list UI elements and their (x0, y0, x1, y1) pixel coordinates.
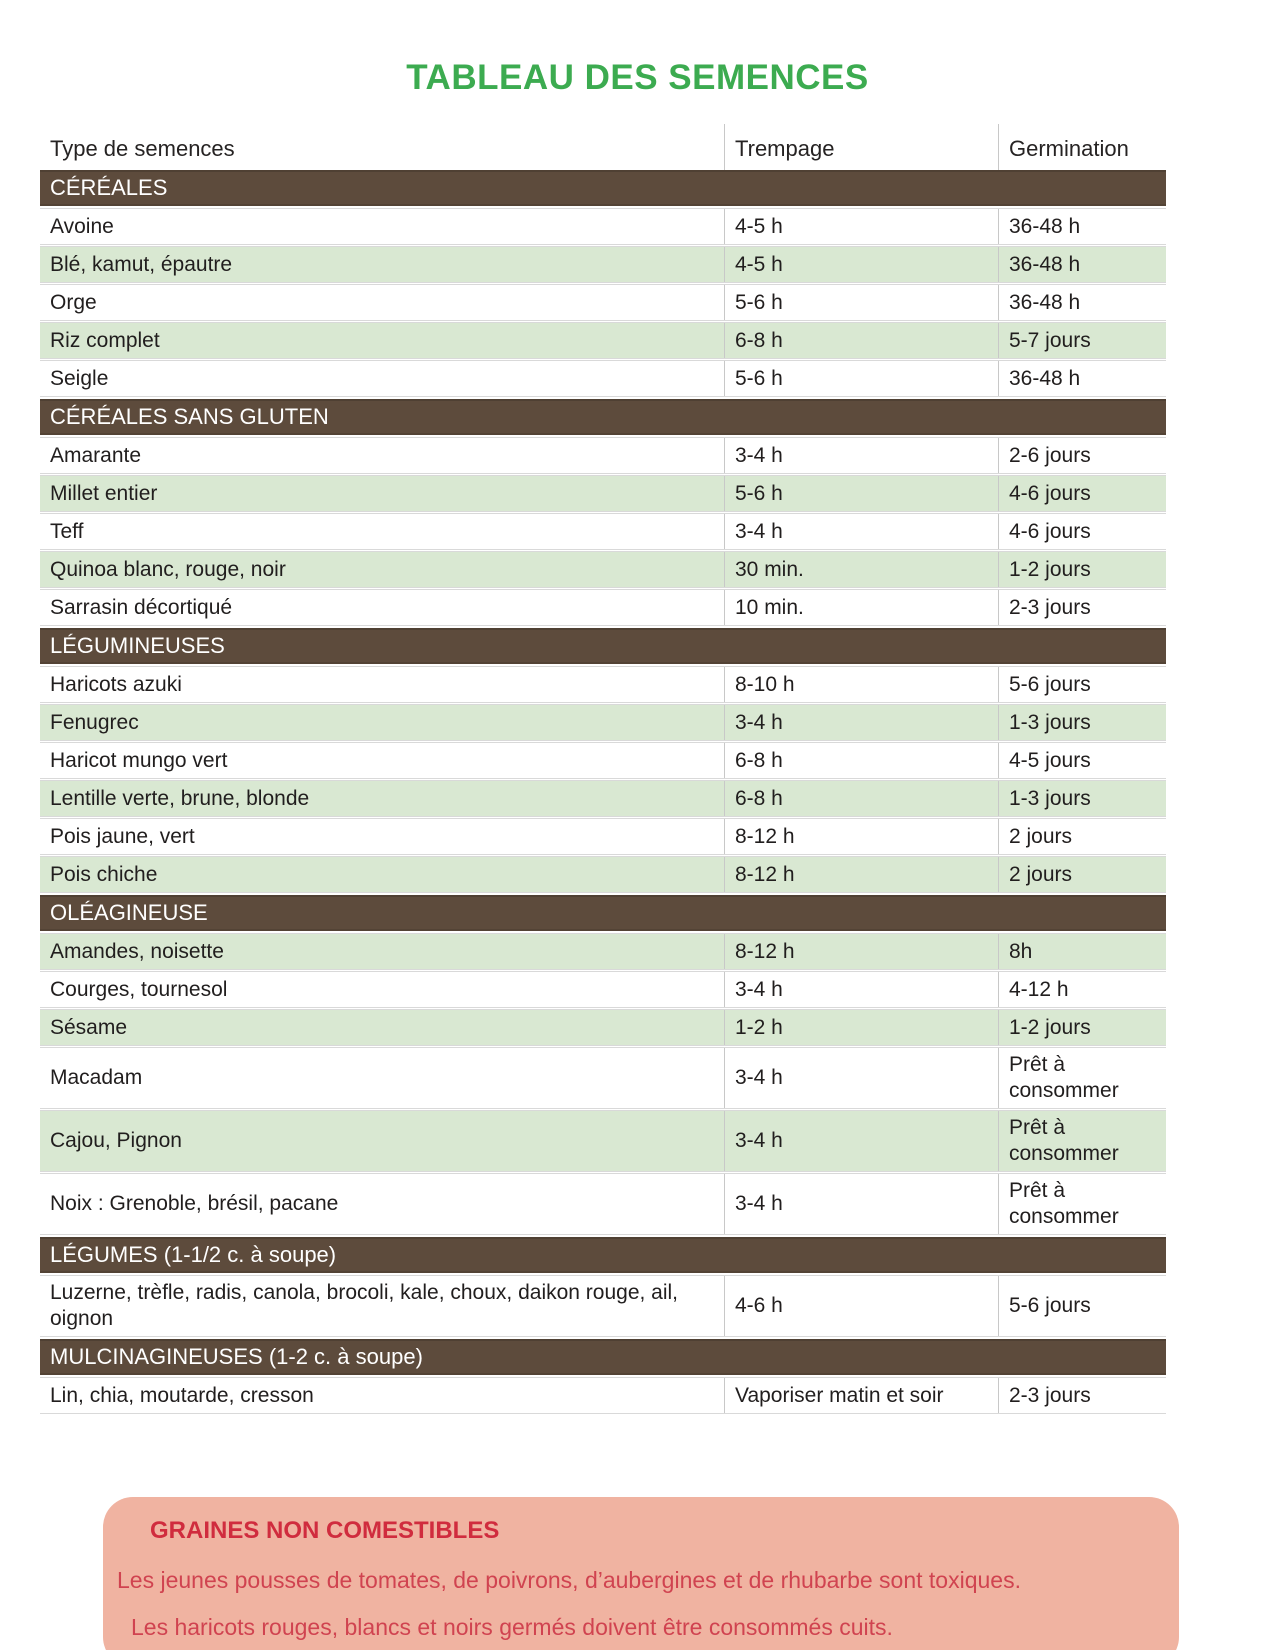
trempage-cell: 6-8 h (724, 323, 998, 358)
section-header: CÉRÉALES SANS GLUTEN (40, 399, 1166, 435)
germination-cell: 36-48 h (998, 247, 1166, 282)
table-row (40, 361, 1166, 396)
trempage-cell: 8-12 h (724, 819, 998, 854)
germination-cell: 4-6 jours (998, 514, 1166, 549)
table-row (40, 743, 1166, 778)
seed-type-cell: Noix : Grenoble, brésil, pacane (50, 1192, 339, 1215)
trempage-cell: 5-6 h (724, 476, 998, 511)
germination-cell: 2 jours (998, 819, 1166, 854)
seed-type-cell: Pois chiche (50, 862, 158, 886)
seed-table (40, 124, 1166, 1413)
trempage-cell: Vaporiser matin et soir (724, 1378, 998, 1413)
trempage-cell: 10 min. (724, 590, 998, 625)
trempage-cell: 4-6 h (724, 1276, 998, 1336)
table-row (40, 209, 1166, 244)
seed-type-cell: Courges, tournesol (50, 977, 228, 1001)
table-row (40, 781, 1166, 816)
trempage-cell: 4-5 h (724, 247, 998, 282)
seed-type-cell: Lin, chia, moutarde, cresson (50, 1383, 314, 1407)
section-header: MULCINAGINEUSES (1-2 c. à soupe) (40, 1339, 1166, 1375)
page-title: TABLEAU DES SEMENCES (406, 58, 869, 97)
germination-cell: 36-48 h (998, 361, 1166, 396)
trempage-cell: 1-2 h (724, 1010, 998, 1045)
table-row (40, 590, 1166, 625)
seed-type-cell: Cajou, Pignon (50, 1129, 182, 1152)
germination-cell: 8h (998, 934, 1166, 969)
trempage-cell: 3-4 h (724, 1174, 998, 1234)
seed-type-cell: Lentille verte, brune, blonde (50, 786, 310, 810)
seed-type-cell: Blé, kamut, épautre (50, 252, 233, 276)
germination-cell: 2-3 jours (998, 1378, 1166, 1413)
trempage-cell: 3-4 h (724, 514, 998, 549)
germination-cell: 2-6 jours (998, 438, 1166, 473)
germination-cell: 1-3 jours (998, 705, 1166, 740)
germination-cell: 5-7 jours (998, 323, 1166, 358)
table-row (40, 552, 1166, 587)
table-row (40, 323, 1166, 358)
seed-type-cell: Avoine (50, 214, 114, 238)
seed-type-cell: Sésame (50, 1015, 128, 1039)
germination-cell: Prêt à consommer (998, 1174, 1166, 1234)
germination-cell: 36-48 h (998, 285, 1166, 320)
seed-type-cell: Luzerne, trèfle, radis, canola, brocoli, kale, choux, daikon rouge, ail, oignon (50, 1281, 679, 1330)
seed-type-cell: Pois jaune, vert (50, 824, 195, 848)
table-row (40, 514, 1166, 549)
table-row (40, 934, 1166, 969)
table-row (40, 667, 1166, 702)
table-header-row (40, 124, 1166, 170)
section-header: CÉRÉALES (40, 170, 1166, 206)
table-body (40, 170, 1166, 1413)
column-header-trempage: Trempage (724, 124, 998, 170)
seed-type-cell: Orge (50, 290, 97, 314)
seed-type-cell: Fenugrec (50, 710, 139, 734)
table-row (40, 476, 1166, 511)
trempage-cell: 6-8 h (724, 743, 998, 778)
section-header: LÉGUMES (1-1/2 c. à soupe) (40, 1237, 1166, 1273)
seed-type-cell: Teff (50, 519, 84, 543)
germination-cell: 1-2 jours (998, 1010, 1166, 1045)
table-row (40, 1048, 1166, 1108)
table-row (40, 285, 1166, 320)
table-row (40, 972, 1166, 1007)
section-header: OLÉAGINEUSE (40, 895, 1166, 931)
trempage-cell: 3-4 h (724, 438, 998, 473)
germination-cell: 2 jours (998, 857, 1166, 892)
table-row (40, 247, 1166, 282)
trempage-cell: 3-4 h (724, 972, 998, 1007)
germination-cell: 1-2 jours (998, 552, 1166, 587)
trempage-cell: 3-4 h (724, 705, 998, 740)
seed-type-cell: Amarante (50, 443, 142, 467)
trempage-cell: 8-10 h (724, 667, 998, 702)
table-row (40, 1111, 1166, 1171)
table-row (40, 819, 1166, 854)
trempage-cell: 8-12 h (724, 857, 998, 892)
germination-cell: 36-48 h (998, 209, 1166, 244)
seed-type-cell: Haricots azuki (50, 672, 182, 696)
trempage-cell: 5-6 h (724, 285, 998, 320)
table-row (40, 1378, 1166, 1413)
germination-cell: 2-3 jours (998, 590, 1166, 625)
section-header: LÉGUMINEUSES (40, 628, 1166, 664)
seed-type-cell: Macadam (50, 1066, 143, 1089)
column-header-type: Type de semences (50, 136, 235, 161)
seed-type-cell: Riz complet (50, 328, 160, 352)
germination-cell: 5-6 jours (998, 1276, 1166, 1336)
seed-type-cell: Haricot mungo vert (50, 748, 228, 772)
seed-type-cell: Millet entier (50, 481, 158, 505)
table-row (40, 1010, 1166, 1045)
warning-box (103, 1497, 1179, 1650)
germination-cell: Prêt à consommer (998, 1111, 1166, 1171)
germination-cell: 4-6 jours (998, 476, 1166, 511)
trempage-cell: 3-4 h (724, 1111, 998, 1171)
trempage-cell: 6-8 h (724, 781, 998, 816)
warning-heading: GRAINES NON COMESTIBLES (150, 1517, 500, 1544)
trempage-cell: 4-5 h (724, 209, 998, 244)
seed-type-cell: Seigle (50, 366, 109, 390)
column-header-germination: Germination (998, 124, 1166, 170)
warning-line-2: Les haricots rouges, blancs et noirs germés doivent être consommés cuits. (131, 1614, 893, 1640)
trempage-cell: 3-4 h (724, 1048, 998, 1108)
warning-line-1: Les jeunes pousses de tomates, de poivrons, d’aubergines et de rhubarbe sont toxiques. (117, 1567, 1021, 1593)
trempage-cell: 8-12 h (724, 934, 998, 969)
table-row (40, 705, 1166, 740)
table-row (40, 438, 1166, 473)
seed-type-cell: Sarrasin décortiqué (50, 595, 233, 619)
germination-cell: 4-5 jours (998, 743, 1166, 778)
table-row (40, 857, 1166, 892)
germination-cell: 5-6 jours (998, 667, 1166, 702)
trempage-cell: 30 min. (724, 552, 998, 587)
table-row (40, 1174, 1166, 1234)
germination-cell: 4-12 h (998, 972, 1166, 1007)
germination-cell: 1-3 jours (998, 781, 1166, 816)
trempage-cell: 5-6 h (724, 361, 998, 396)
seed-type-cell: Quinoa blanc, rouge, noir (50, 557, 286, 581)
germination-cell: Prêt à consommer (998, 1048, 1166, 1108)
seed-type-cell: Amandes, noisette (50, 939, 224, 963)
table-row (40, 1276, 1166, 1336)
